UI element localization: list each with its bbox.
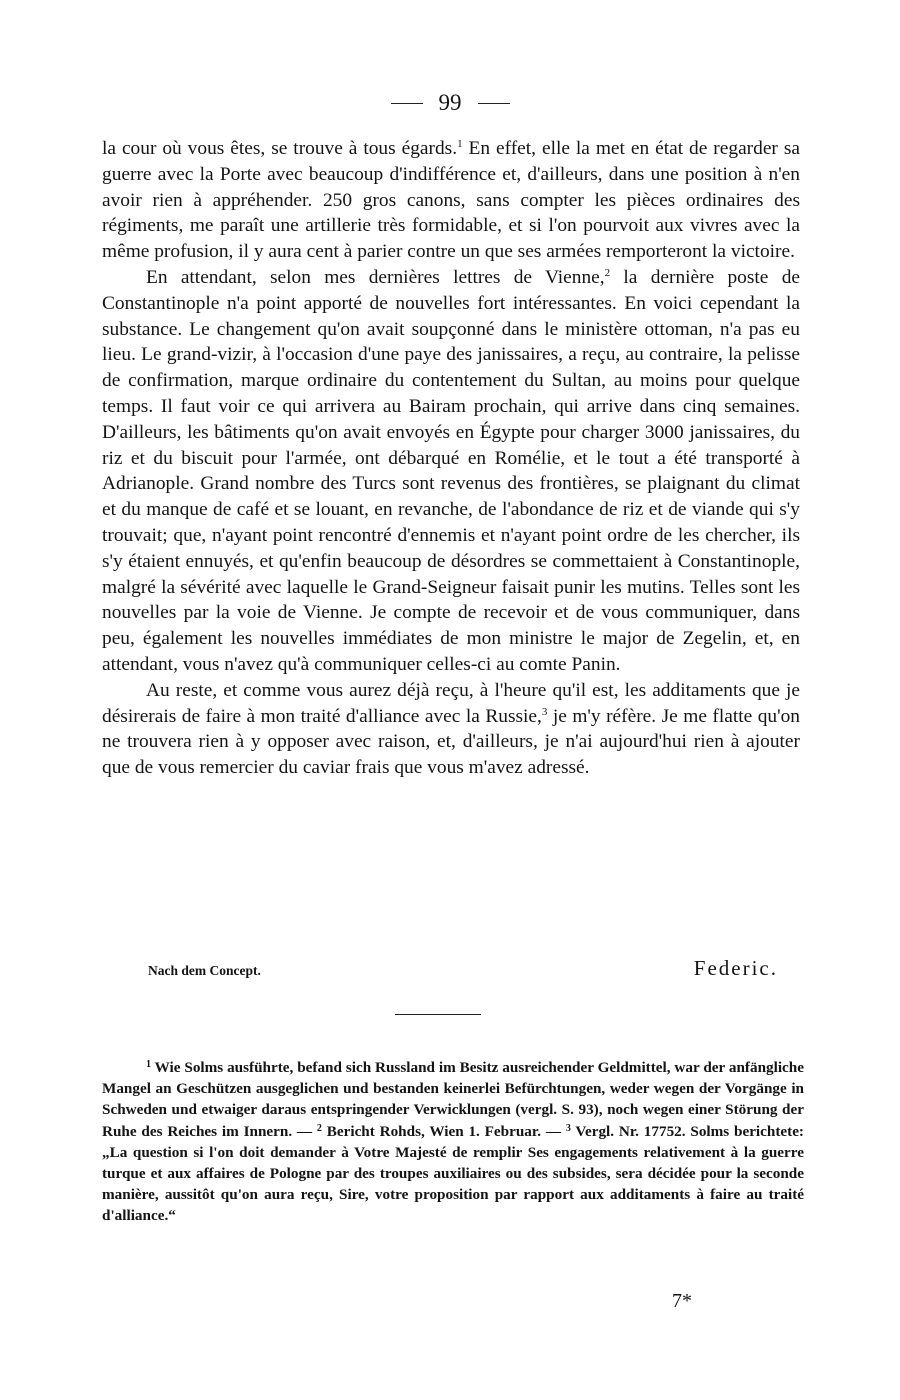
paragraph-2-text-a: En attendant, selon mes dernières lettres de Vienne,: [146, 266, 605, 288]
footnote-3-text: Vergl. Nr. 17752. Solms berichtete: „La question si l'on doit demander à Votre Majesté de remplir Ses engagements relativement à la guerre turque et aux affaires de Pologne par des troupes auxiliaires ou des subsides, sera décidée pour la seconde manière, aussitôt qu'on aura reçu, Sire, votre proposition par rapport aux additaments à faire au traité d'alliance.“: [102, 1122, 804, 1225]
header-dash-left: [391, 103, 423, 104]
paragraph-1: [102, 136, 800, 265]
footnote-mark-2: 2: [316, 1122, 322, 1134]
footnote-separator: [395, 1014, 481, 1015]
footnote-mark-1: 1: [146, 1059, 151, 1070]
source-note: Nach dem Concept.: [148, 963, 261, 978]
signature: Federic.: [693, 956, 778, 980]
footnote-ref-2: 2: [604, 266, 611, 279]
footnote-block: [102, 1057, 804, 1227]
paragraph-2: [102, 265, 800, 678]
page-number: 99: [438, 90, 462, 115]
footnote-1-text: Wie Solms ausführte, befand sich Russland im Besitz ausreichender Geldmittel, war der anfängliche Mangel an Geschützen ausgeglichen und bestanden keinerlei Befürchtungen, weder wegen der Vorgänge in Schweden und etwaiger daraus entspringender Verwicklungen (vergl. S. 93), noch wegen einer Störung der Ruhe des Reiches im Innern. —: [102, 1059, 804, 1140]
footnote-ref-1: 1: [457, 138, 463, 150]
paragraph-3: [102, 678, 800, 781]
letter-closing: [148, 956, 778, 981]
paragraph-3-text-a: Au reste, et comme vous aurez déjà reçu, à l'heure qu'il est, les additaments que je désirerais de faire à mon traité d'alliance avec la Russie,: [102, 679, 800, 727]
paragraph-3-text-b: je m'y réfère. Je me flatte qu'on ne trouvera rien à y opposer avec raison, et, d'ailleurs, je n'ai aujourd'hui rien à ajouter que de vous remercier du caviar frais que vous m'avez adressé.: [102, 705, 801, 779]
paragraph-1-text-b: En effet, elle la met en état de regarder sa guerre avec la Porte avec beaucoup d'indifférence et, d'ailleurs, dans une position à n'en avoir rien à appréhender. 250 gros canons, sans compter les pièces ordinaires des régiments, me paraît une artillerie très formidable, et si l'on pourvoit aux vivres avec la même profusion, il y aura cent à parier contre un que ses armées remporteront la victoire.: [102, 138, 800, 263]
footnotes: [102, 1057, 804, 1227]
footnote-mark-3: 3: [565, 1122, 571, 1134]
footnote-2-text: Bericht Rohds, Wien 1. Februar. —: [321, 1122, 566, 1140]
footnote-ref-3: 3: [541, 705, 548, 718]
page-header: [0, 88, 900, 118]
letter-body: [102, 136, 800, 781]
printer-signature-mark: 7*: [672, 1290, 692, 1312]
header-dash-right: [478, 103, 510, 104]
paragraph-1-text-a: la cour où vous êtes, se trouve à tous égards.: [102, 138, 458, 159]
paragraph-2-text-b: la dernière poste de Constantinople n'a point apporté de nouvelles fort intéressantes. En voici cependant la substance. Le changement qu'on avait soupçonné dans le ministère ottoman, n'a pas eu lieu. Le grand-vizir, à l'occasion d'une paye des janissaires, a reçu, au contraire, la pelisse de confirmation, marque ordinaire du contentement du Sultan, au moins pour quelque temps. Il faut voir ce qui arrivera au Bairam prochain, qui arrive dans cinq semaines. D'ailleurs, les bâtiments qu'on avait envoyés en Égypte pour charger 3000 janissaires, du riz et du biscuit pour l'armée, ont débarqué en Romélie, et le tout a été transporté à Adrianople. Grand nombre des Turcs sont revenus des frontières, se plaignant du climat et du manque de café et se louant, en revanche, de l'abondance de riz et de viande qui s'y trouvait; que, n'ayant point rencontré d'ennemis et n'ayant point ordre de les chercher, ils s'y étaient ennuyés, et qu'enfin beaucoup de désordres se commettaient à Constantinople, malgré la sévérité avec laquelle le Grand-Seigneur faisait punir les mutins. Telles sont les nouvelles par la voie de Vienne. Je compte de recevoir et de vous communiquer, dans peu, également les nouvelles immédiates de mon ministre le major de Zegelin, et, en attendant, vous n'avez qu'à communiquer celles-ci au comte Panin.: [102, 266, 800, 675]
